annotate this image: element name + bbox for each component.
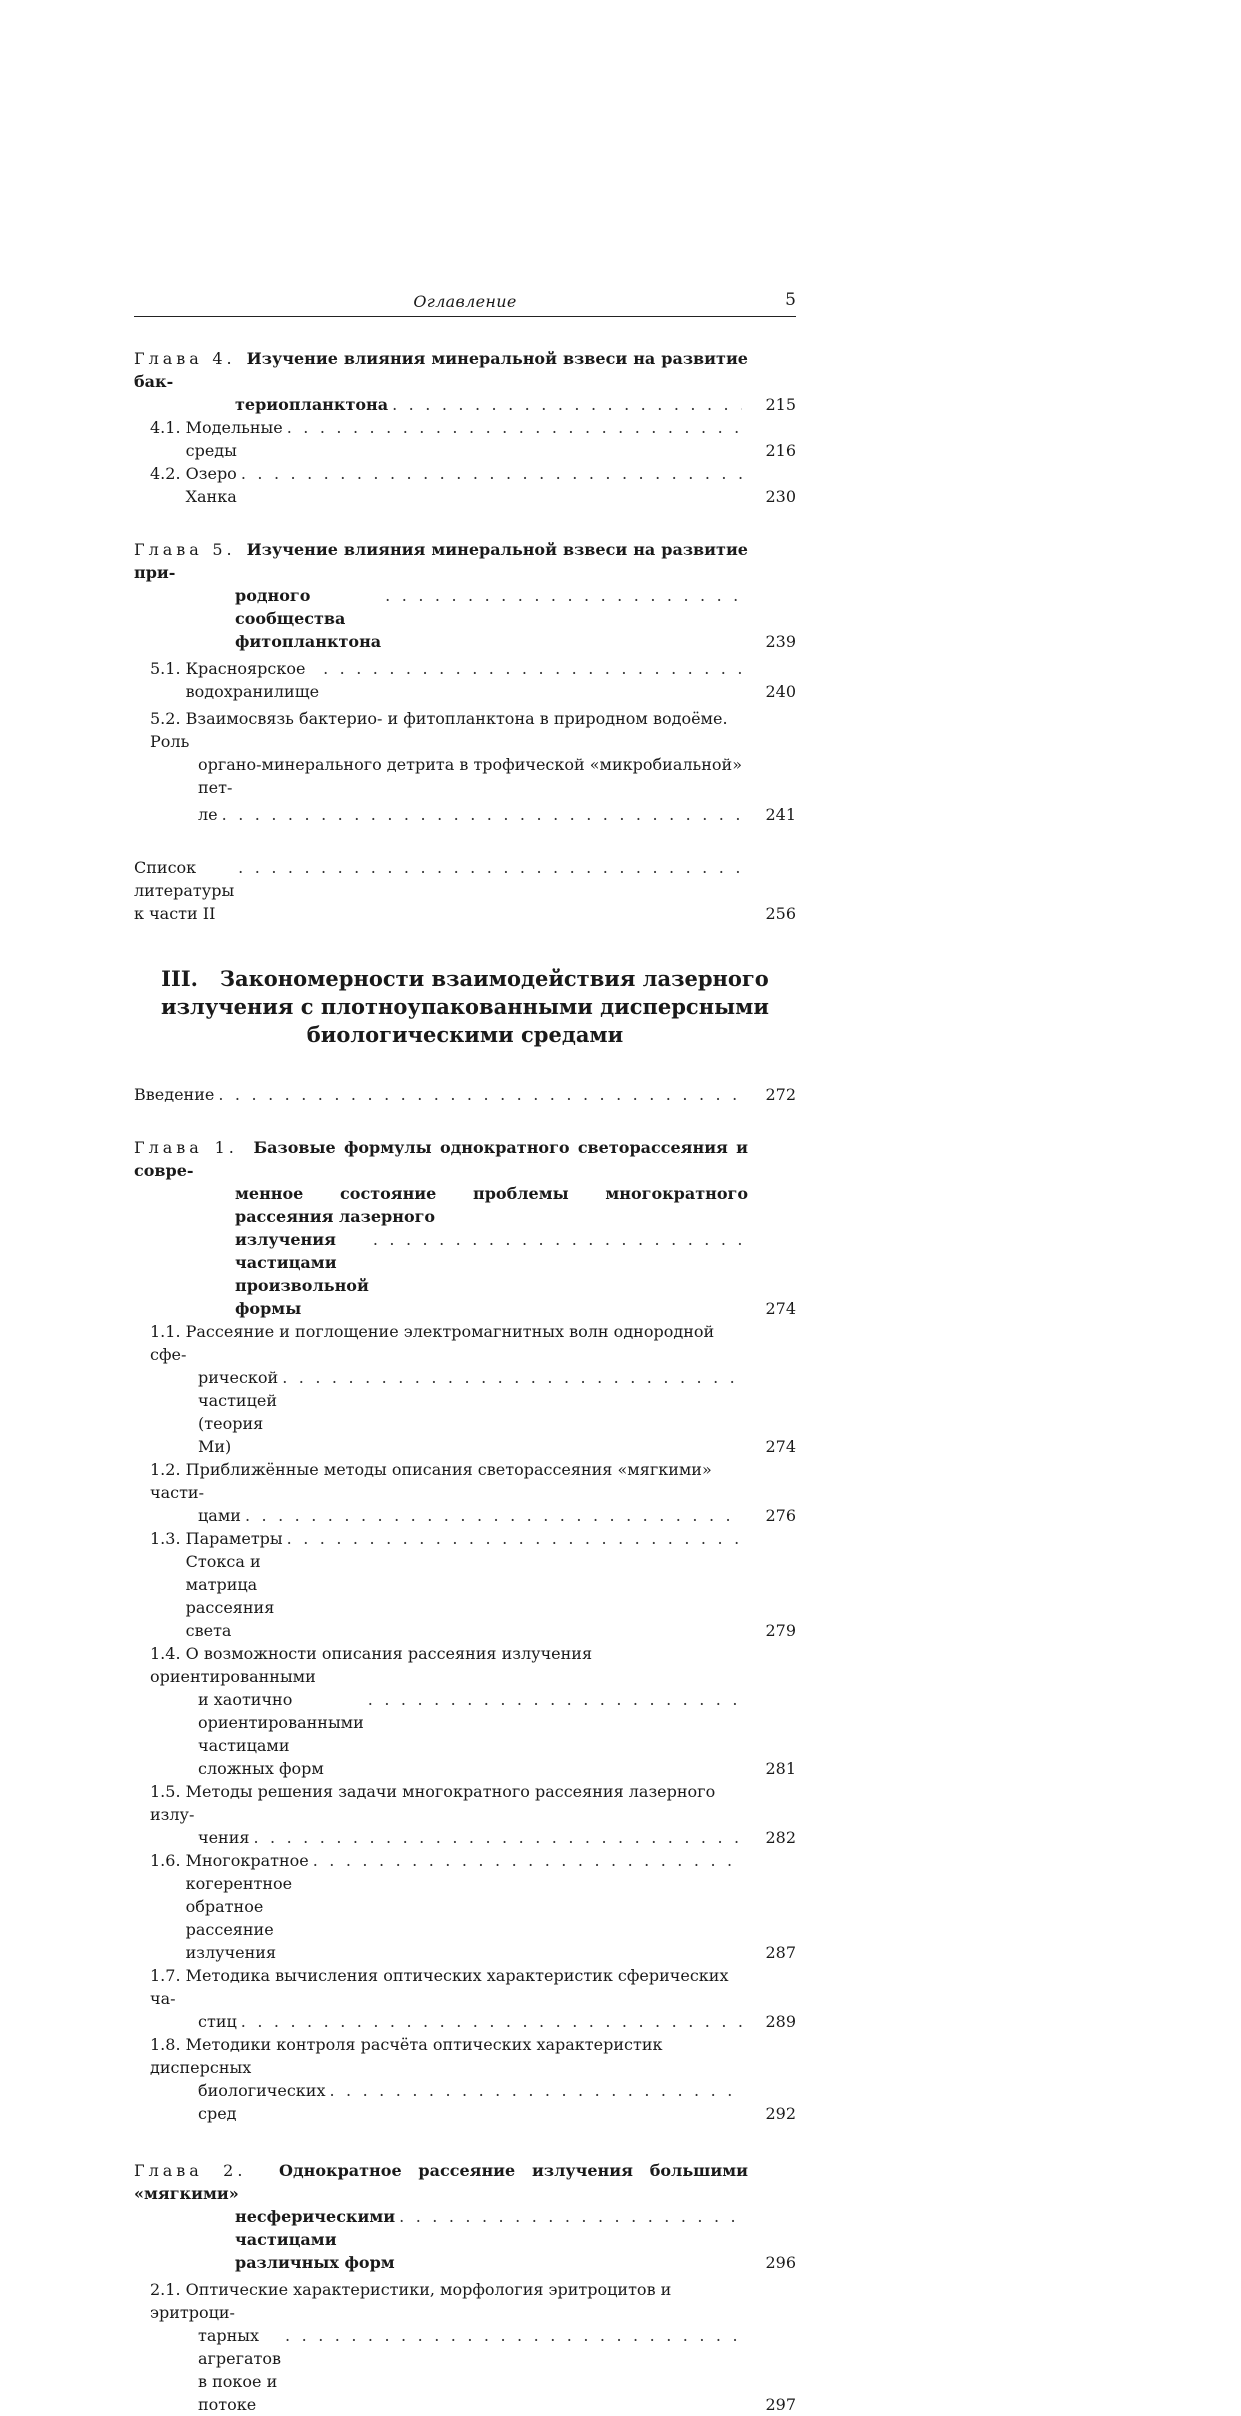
chapter-title-cont: менное состояние проблемы многократного рассеяния лазерного bbox=[235, 1184, 748, 1226]
page-ref: 282 bbox=[765, 1828, 796, 1847]
page-ref: 241 bbox=[765, 805, 796, 824]
page-ref: 216 bbox=[765, 441, 796, 460]
toc-section-4-2[interactable] bbox=[134, 462, 796, 508]
section-number: 4.1. bbox=[150, 418, 181, 437]
spacer bbox=[134, 2125, 796, 2159]
introduction-title: Введение bbox=[134, 1085, 215, 1104]
toc-references[interactable] bbox=[134, 856, 796, 925]
toc-chapter-5[interactable] bbox=[134, 538, 796, 653]
toc-page bbox=[134, 290, 796, 2416]
toc-section-1-2[interactable] bbox=[134, 1458, 796, 1527]
chapter-label: Глава 2. bbox=[134, 2161, 247, 2180]
section-number: 1.7. bbox=[150, 1966, 181, 1985]
toc-section-1-3[interactable] bbox=[134, 1527, 796, 1642]
dot-leader bbox=[282, 1366, 742, 1389]
dot-leader bbox=[368, 1688, 742, 1711]
page-ref: 256 bbox=[765, 904, 796, 923]
page-ref: 239 bbox=[765, 632, 796, 651]
part-3-title: III. Закономерности взаимодействия лазерного излучения с плотноупакованными дисперсными биологическими средами bbox=[161, 966, 777, 1047]
page-ref: 276 bbox=[765, 1506, 796, 1525]
section-title: Параметры Стокса и матрица рассеяния света bbox=[185, 1529, 283, 1640]
page-ref: 272 bbox=[765, 1085, 796, 1104]
page-ref: 289 bbox=[765, 2012, 796, 2031]
section-number: 2.1. bbox=[150, 2280, 181, 2299]
chapter-title: Изучение влияния минеральной взвеси на развитие при- bbox=[134, 540, 748, 582]
toc-section-5-2[interactable] bbox=[134, 707, 796, 826]
dot-leader bbox=[218, 1083, 742, 1106]
section-title-cont: тарных агрегатов в покое и потоке bbox=[198, 2326, 282, 2414]
references-title: Список литературы к части II bbox=[134, 858, 235, 923]
page-ref: 297 bbox=[765, 2395, 796, 2414]
toc-part3-chapter-2[interactable] bbox=[134, 2159, 796, 2274]
section-title: Озеро Ханка bbox=[185, 464, 237, 506]
section-title: Рассеяние и поглощение электромагнитных волн однородной сфе- bbox=[150, 1322, 715, 1364]
section-title-cont: рической частицей (теория Ми) bbox=[198, 1368, 279, 1456]
section-title: Методика вычисления оптических характеристик сферических ча- bbox=[150, 1966, 729, 2008]
toc-part3-chapter-1[interactable] bbox=[134, 1136, 796, 1320]
section-title: Методы решения задачи многократного рассеяния лазерного излу- bbox=[150, 1782, 716, 1824]
dot-leader bbox=[287, 1527, 742, 1550]
section-title: Красноярское водохранилище bbox=[185, 659, 320, 701]
dot-leader bbox=[253, 1826, 742, 1849]
toc-chapter-4[interactable] bbox=[134, 347, 796, 416]
spacer bbox=[134, 1106, 796, 1136]
section-number: 5.1. bbox=[150, 659, 181, 678]
section-number: 5.2. bbox=[150, 709, 181, 728]
chapter-title: Изучение влияния минеральной взвеси на развитие бак- bbox=[134, 349, 748, 391]
toc-introduction[interactable] bbox=[134, 1083, 796, 1106]
toc-section-1-1[interactable] bbox=[134, 1320, 796, 1458]
dot-leader bbox=[287, 416, 742, 439]
toc-section-5-1[interactable] bbox=[134, 657, 796, 703]
section-title-cont: чения bbox=[198, 1828, 250, 1847]
section-number: 4.2. bbox=[150, 464, 181, 483]
chapter-label: Глава 1. bbox=[134, 1138, 238, 1157]
dot-leader bbox=[222, 803, 742, 826]
section-number: 1.5. bbox=[150, 1782, 181, 1801]
dot-leader bbox=[329, 2079, 742, 2102]
dot-leader bbox=[385, 584, 742, 607]
section-title-cont: цами bbox=[198, 1506, 241, 1525]
chapter-label: Глава 5. bbox=[134, 540, 236, 559]
chapter-label: Глава 4. bbox=[134, 349, 236, 368]
page-ref: 292 bbox=[765, 2104, 796, 2123]
dot-leader bbox=[399, 2205, 742, 2228]
section-title: Методики контроля расчёта оптических характеристик дисперсных bbox=[150, 2035, 663, 2077]
chapter-title-cont: несферическими частицами различных форм bbox=[235, 2207, 396, 2272]
chapter-title-cont: излучения частицами произвольной формы bbox=[235, 1230, 369, 1318]
page-ref: 274 bbox=[765, 1299, 796, 1318]
chapter-title: Однократное рассеяние излучения большими «мягкими» bbox=[134, 2161, 748, 2203]
page-ref: 296 bbox=[765, 2253, 796, 2272]
page-ref: 240 bbox=[765, 682, 796, 701]
section-title-cont: органо-минерального детрита в трофической «микробиальной» пет- bbox=[198, 755, 742, 797]
section-number: 1.4. bbox=[150, 1644, 181, 1663]
page-ref: 279 bbox=[765, 1621, 796, 1640]
page-ref: 281 bbox=[765, 1759, 796, 1778]
section-title: Модельные среды bbox=[185, 418, 283, 460]
toc-section-1-6[interactable] bbox=[134, 1849, 796, 1964]
spacer bbox=[134, 826, 796, 856]
page-ref: 274 bbox=[765, 1437, 796, 1456]
chapter-title-cont: родного сообщества фитопланктона bbox=[235, 586, 382, 651]
section-title: О возможности описания рассеяния излучения ориентированными bbox=[150, 1644, 593, 1686]
section-title: Оптические характеристики, морфология эритроцитов и эритроци- bbox=[150, 2280, 672, 2322]
dot-leader bbox=[392, 393, 742, 416]
section-title-cont: и хаотично ориентированными частицами сложных форм bbox=[198, 1690, 364, 1778]
dot-leader bbox=[285, 2324, 742, 2347]
dot-leader bbox=[323, 657, 742, 680]
dot-leader bbox=[241, 462, 742, 485]
section-title-cont: стиц bbox=[198, 2012, 237, 2031]
chapter-title: Базовые формулы однократного светорассеяния и совре- bbox=[134, 1138, 748, 1180]
dot-leader bbox=[241, 2010, 742, 2033]
page-ref: 287 bbox=[765, 1943, 796, 1962]
page-ref: 230 bbox=[765, 487, 796, 506]
section-number: 1.8. bbox=[150, 2035, 181, 2054]
dot-leader bbox=[245, 1504, 742, 1527]
running-head bbox=[134, 290, 796, 317]
toc-section-1-4[interactable] bbox=[134, 1642, 796, 1780]
section-title-cont: ле bbox=[198, 805, 218, 824]
toc-section-1-5[interactable] bbox=[134, 1780, 796, 1849]
page-number: 5 bbox=[785, 290, 796, 310]
section-number: 1.2. bbox=[150, 1460, 181, 1479]
toc-section-1-8[interactable] bbox=[134, 2033, 796, 2125]
chapter-title-cont: териопланктона bbox=[235, 395, 389, 414]
toc-section-4-1[interactable] bbox=[134, 416, 796, 462]
spacer bbox=[134, 508, 796, 538]
section-title: Многократное когерентное обратное рассеяние излучения bbox=[185, 1851, 309, 1962]
dot-leader bbox=[238, 856, 742, 879]
section-number: 1.3. bbox=[150, 1529, 181, 1548]
table-of-contents bbox=[134, 347, 796, 2416]
dot-leader bbox=[313, 1849, 742, 1872]
running-title: Оглавление bbox=[413, 292, 517, 311]
section-number: 1.1. bbox=[150, 1322, 181, 1341]
toc-section-1-7[interactable] bbox=[134, 1964, 796, 2033]
section-title: Взаимосвязь бактерио- и фитопланктона в природном водоёме. Роль bbox=[150, 709, 728, 751]
dot-leader bbox=[373, 1228, 742, 1251]
toc-section-2-1[interactable] bbox=[134, 2278, 796, 2416]
page-ref: 215 bbox=[765, 395, 796, 414]
section-number: 1.6. bbox=[150, 1851, 181, 1870]
section-title: Приближённые методы описания светорассеяния «мягкими» части- bbox=[150, 1460, 712, 1502]
section-title-cont: биологических сред bbox=[198, 2081, 326, 2123]
